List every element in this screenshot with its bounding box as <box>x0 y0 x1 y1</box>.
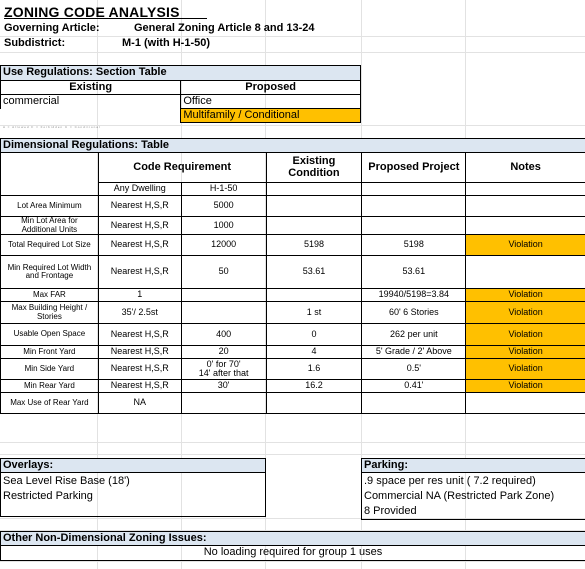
row-label: Lot Area Minimum <box>1 196 99 217</box>
cell-h-1-50: 0' for 70' 14' after that <box>181 359 266 380</box>
row-label: Min Front Yard <box>1 346 99 359</box>
other-issues-text: No loading required for group 1 uses <box>1 546 585 561</box>
use-legend-note: A = Allowed F = Forbidden C = Conditional <box>3 125 101 129</box>
cell-proposed <box>362 393 466 414</box>
cell-h-1-50: 30' <box>181 380 266 393</box>
table-row <box>1 324 585 346</box>
table-row <box>1 302 585 324</box>
cell-code-basis: Nearest H,S,R <box>98 256 181 289</box>
cell-h-1-50: 1000 <box>181 217 266 235</box>
cell-h-1-50: 20 <box>181 346 266 359</box>
cell-existing: 5198 <box>266 235 362 256</box>
overlay-item: Sea Level Rise Base (18') <box>3 475 130 487</box>
cell-notes: Violation <box>466 380 585 393</box>
cell-code-basis: Nearest H,S,R <box>98 359 181 380</box>
col-existing-condition: Existing Condition <box>266 153 362 183</box>
cell-notes: Violation <box>466 289 585 302</box>
cell-notes <box>466 196 585 217</box>
cell-proposed <box>362 196 466 217</box>
cell-notes <box>466 256 585 289</box>
cell-notes <box>466 393 585 414</box>
cell-code-basis: Nearest H,S,R <box>98 235 181 256</box>
cell-existing <box>266 393 362 414</box>
table-row <box>1 256 585 289</box>
use-proposed-office: Office <box>181 95 361 109</box>
parking-item: 8 Provided <box>364 505 417 517</box>
title-underline-extension <box>4 4 207 19</box>
table-row <box>1 380 585 393</box>
page-title: ZONING CODE ANALYSIS <box>4 4 180 20</box>
cell-code-basis: NA <box>98 393 181 414</box>
cell-h-1-50: 50 <box>181 256 266 289</box>
subdistrict-label: Subdistrict: <box>4 37 66 49</box>
use-proposed-multifamily: Multifamily / Conditional <box>181 109 361 123</box>
overlays-header: Overlays: <box>1 459 266 473</box>
cell-notes: Violation <box>466 346 585 359</box>
row-label: Min Required Lot Width and Frontage <box>1 256 99 289</box>
col-proposed-project: Proposed Project <box>362 153 466 183</box>
cell-proposed <box>362 217 466 235</box>
table-row <box>1 235 585 256</box>
other-issues-table <box>0 531 585 561</box>
dimensional-header: Dimensional Regulations: Table <box>1 139 585 153</box>
cell-code-basis: Nearest H,S,R <box>98 346 181 359</box>
col-notes: Notes <box>466 153 585 183</box>
cell-h-1-50: 400 <box>181 324 266 346</box>
parking-item: Commercial NA (Restricted Park Zone) <box>364 490 555 502</box>
row-label: Max Use of Rear Yard <box>1 393 99 414</box>
cell-proposed: 0.41' <box>362 380 466 393</box>
cell-existing: 1.6 <box>266 359 362 380</box>
row-label: Min Side Yard <box>1 359 99 380</box>
parking-item: .9 space per res unit ( 7.2 required) <box>364 475 536 487</box>
cell-code-basis: 1 <box>98 289 181 302</box>
cell-proposed: 60' 6 Stories <box>362 302 466 324</box>
table-row <box>1 359 585 380</box>
cell-code-basis: Nearest H,S,R <box>98 324 181 346</box>
row-label: Min Lot Area for Additional Units <box>1 217 99 235</box>
cell-h-1-50: 5000 <box>181 196 266 217</box>
dimensional-regulations-table <box>0 138 585 414</box>
governing-value: General Zoning Article 8 and 13-24 <box>134 22 315 34</box>
subdistrict-value: M-1 (with H-1-50) <box>122 37 210 49</box>
overlay-item: Restricted Parking <box>3 490 93 502</box>
cell-proposed: 53.61 <box>362 256 466 289</box>
row-label: Max Building Height / Stories <box>1 302 99 324</box>
row-label: Total Required Lot Size <box>1 235 99 256</box>
col-h-1-50: H-1-50 <box>181 183 266 196</box>
parking-header: Parking: <box>362 459 585 473</box>
cell-existing: 1 st <box>266 302 362 324</box>
table-row <box>1 346 585 359</box>
cell-h-1-50 <box>181 393 266 414</box>
cell-existing: 0 <box>266 324 362 346</box>
cell-proposed: 0.5' <box>362 359 466 380</box>
governing-label: Governing Article: <box>4 22 100 34</box>
dimensional-rows <box>1 196 585 414</box>
row-label: Max FAR <box>1 289 99 302</box>
table-row <box>1 217 585 235</box>
cell-proposed: 262 per unit <box>362 324 466 346</box>
table-row <box>1 393 585 414</box>
cell-existing: 53.61 <box>266 256 362 289</box>
cell-existing <box>266 217 362 235</box>
cell-existing: 16.2 <box>266 380 362 393</box>
cell-existing: 4 <box>266 346 362 359</box>
table-row <box>1 289 585 302</box>
cell-h-1-50 <box>181 302 266 324</box>
cell-code-basis: Nearest H,S,R <box>98 196 181 217</box>
col-any-dwelling: Any Dwelling <box>98 183 181 196</box>
parking-table <box>361 458 585 520</box>
use-existing-label: Existing <box>1 81 181 95</box>
cell-code-basis: Nearest H,S,R <box>98 380 181 393</box>
cell-notes: Violation <box>466 302 585 324</box>
row-label: Usable Open Space <box>1 324 99 346</box>
use-regulations-header: Use Regulations: Section Table <box>1 66 361 81</box>
cell-existing <box>266 196 362 217</box>
col-code-requirement: Code Requirement <box>98 153 266 183</box>
use-existing-value: commercial <box>1 95 181 109</box>
other-issues-header: Other Non-Dimensional Zoning Issues: <box>1 532 585 546</box>
cell-proposed: 5' Grade / 2' Above <box>362 346 466 359</box>
cell-proposed: 19940/5198=3.84 <box>362 289 466 302</box>
table-row <box>1 196 585 217</box>
cell-existing <box>266 289 362 302</box>
overlays-table <box>0 458 266 517</box>
use-proposed-label: Proposed <box>181 81 361 95</box>
cell-notes <box>466 217 585 235</box>
cell-code-basis: 35'/ 2.5st <box>98 302 181 324</box>
cell-h-1-50: 12000 <box>181 235 266 256</box>
use-regulations-table <box>0 65 361 123</box>
cell-code-basis: Nearest H,S,R <box>98 217 181 235</box>
cell-notes: Violation <box>466 359 585 380</box>
dim-corner-cell <box>1 153 99 196</box>
row-label: Min Rear Yard <box>1 380 99 393</box>
cell-h-1-50 <box>181 289 266 302</box>
cell-notes: Violation <box>466 235 585 256</box>
cell-proposed: 5198 <box>362 235 466 256</box>
cell-notes: Violation <box>466 324 585 346</box>
